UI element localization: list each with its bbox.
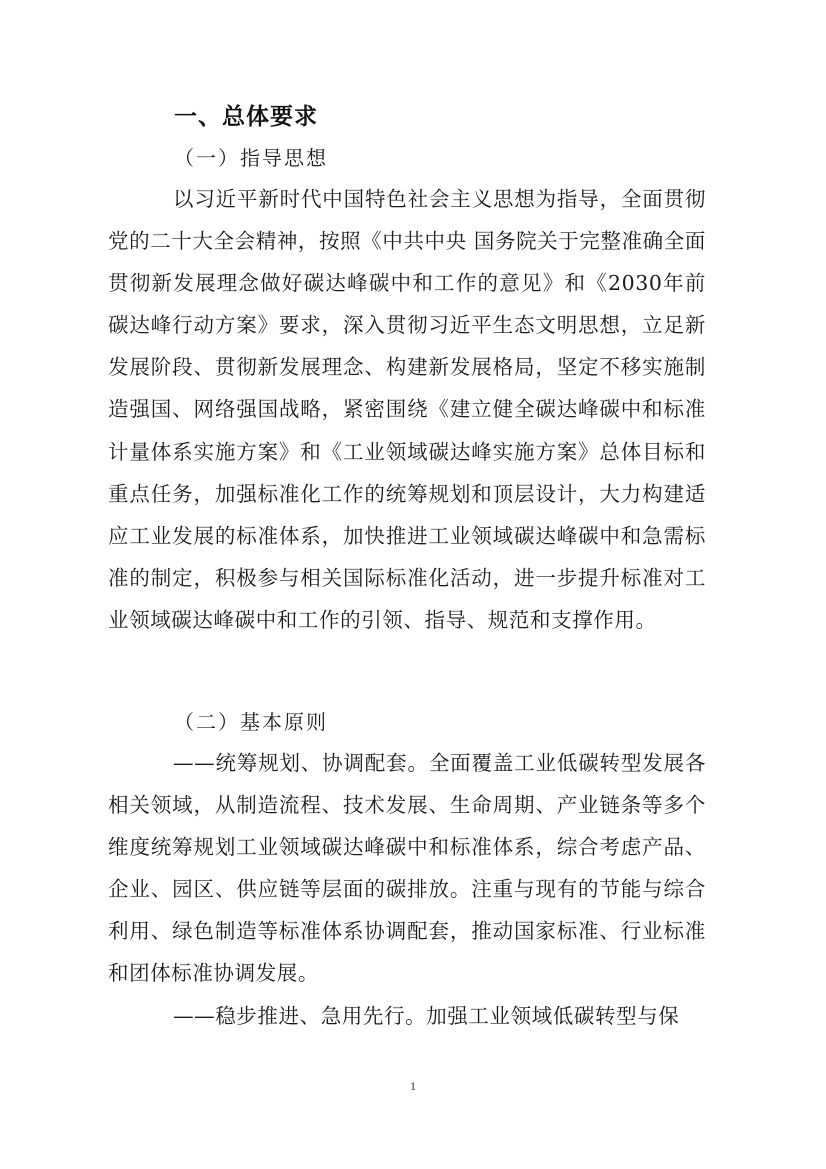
paragraph-principle-steady-progress: ——稳步推进、急用先行。加强工业领域低碳转型与保 — [173, 1004, 680, 1028]
heading-guiding-ideology: （一）指导思想 — [174, 146, 328, 170]
paragraph-principle-coordinated-planning: ——统筹规划、协调配套。全面覆盖工业低碳转型发展各相关领域，从制造流程、技术发展、生命周期、产业链条等多个维度统筹规划工业领域碳达峰碳中和标准体系，综合考虑产品、企业、园区、供应链等层面的碳排放。注重与现有的节能与综合利用、绿色制造等标准体系协调配套，推动国家标准、行业标准和团体标准协调发展。 — [108, 751, 706, 986]
paragraph-guiding-ideology: 以习近平新时代中国特色社会主义思想为指导，全面贯彻党的二十大全会精神，按照《中共中央 国务院关于完整准确全面贯彻新发展理念做好碳达峰碳中和工作的意见》和《2030年前碳达峰行动方案》要求，深入贯彻习近平生态文明思想，立足新发展阶段、贯彻新发展理念、构建新发展格局，坚定不移实施制造强国、网络强国战略，紧密围绕《建立健全碳达峰碳中和标准计量体系实施方案》和《工业领域碳达峰实施方案》总体目标和重点任务，加强标准化工作的统筹规划和顶层设计，大力构建适应工业发展的标准体系，加快推进工业领域碳达峰碳中和急需标准的制定，积极参与相关国际标准化活动，进一步提升标准对工业领域碳达峰碳中和工作的引领、指导、规范和支撑作用。 — [108, 187, 706, 632]
page-number: 1 — [410, 1079, 416, 1093]
heading-basic-principles: （二）基本原则 — [174, 710, 328, 734]
heading-overall-requirements: 一、总体要求 — [174, 104, 318, 130]
